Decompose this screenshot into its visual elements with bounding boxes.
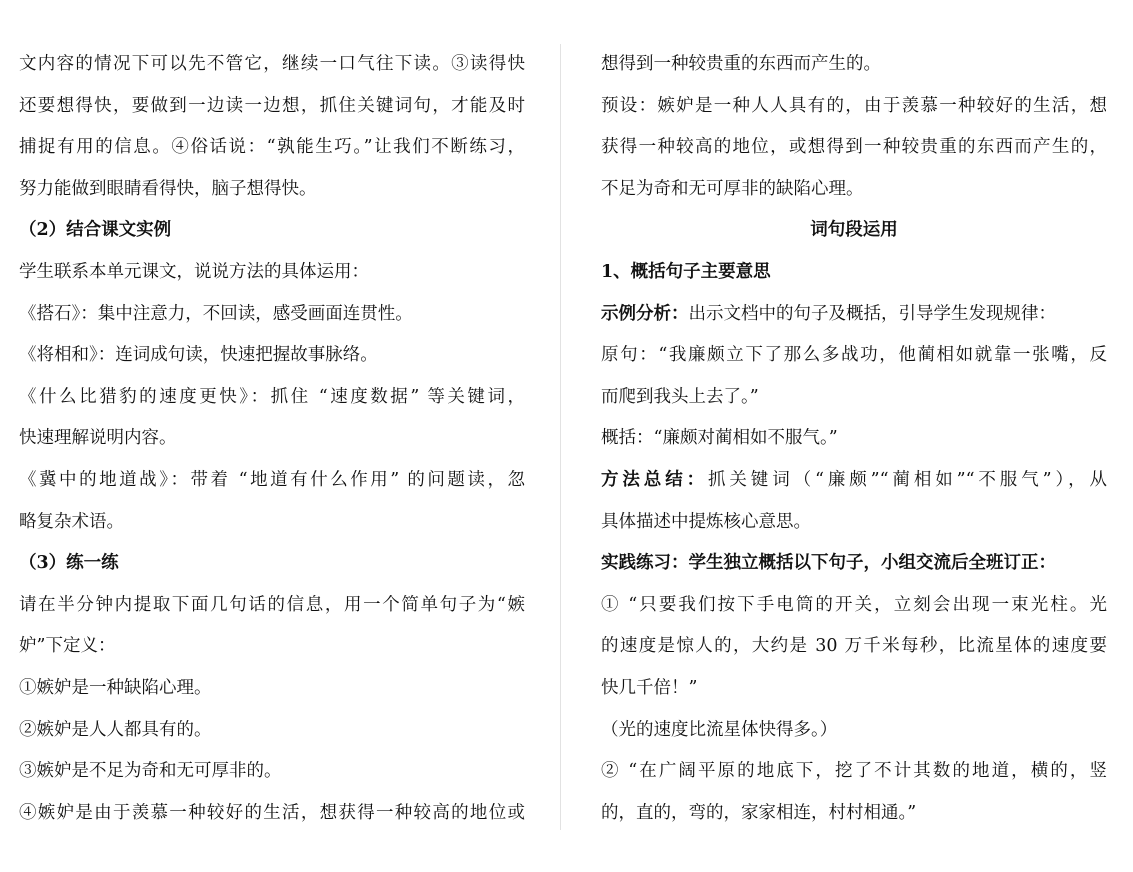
right-column: [601, 44, 1107, 834]
text-line: ④嫉妒是由于羡慕一种较好的生活，想获得一种较高的地位或: [19, 802, 525, 823]
text-line: 的速度是惊人的，大约是 30 万千米每秒，比流星体的速度要: [601, 636, 1107, 657]
text-line: 快速理解说明内容。: [19, 428, 177, 449]
text-line: 具体描述中提炼核心意思。: [601, 511, 811, 532]
text-line: 略复杂术语。: [19, 511, 124, 532]
text-line: 妒”下定义：: [19, 636, 116, 657]
text-line: 的，直的，弯的，家家相连，村村相通。”: [601, 802, 917, 823]
text-line: 《什么比猎豹的速度更快》：抓住 “速度数据” 等关键词，: [19, 386, 525, 407]
text-line: ③嫉妒是不足为奇和无可厚非的。: [19, 761, 282, 782]
text-line: ② “在广阔平原的地底下，挖了不计其数的地道，横的，竖: [601, 761, 1107, 782]
text-line: ① “只要我们按下手电筒的开关，立刻会出现一束光柱。光: [601, 594, 1107, 615]
text-line: 学生联系本单元课文，说说方法的具体运用：: [19, 261, 369, 282]
text-line: 《冀中的地道战》：带着 “地道有什么作用” 的问题读，忽: [19, 469, 525, 490]
text-line: 《搭石》：集中注意力，不回读，感受画面连贯性。: [19, 303, 413, 324]
text-line: （光的速度比流星体快得多。）: [601, 719, 838, 740]
text-line: 还要想得快，要做到一边读一边想，抓住关键词句，才能及时: [19, 95, 525, 116]
text-line: 《将相和》：连词成句读，快速把握故事脉络。: [19, 345, 378, 366]
text-line: 获得一种较高的地位，或想得到一种较贵重的东西而产生的，: [601, 137, 1107, 158]
lead-label: 方法总结：: [601, 469, 708, 490]
text-line: ①嫉妒是一种缺陷心理。: [19, 677, 212, 698]
section-heading: 1、概括句子主要意思: [601, 261, 771, 282]
text-line: 原句：“我廉颇立下了那么多战功，他蔺相如就靠一张嘴，反: [601, 345, 1107, 366]
section-heading: （2）结合课文实例: [19, 220, 172, 241]
line-text: 出示文档中的句子及概括，引导学生发现规律：: [688, 303, 1056, 324]
lead-label: 示例分析：: [601, 303, 689, 324]
text-line: 捕捉有用的信息。④俗话说：“孰能生巧。”让我们不断练习，: [19, 137, 525, 158]
left-column: [19, 44, 525, 834]
text-line: [601, 294, 1107, 336]
text-line: 努力能做到眼睛看得快，脑子想得快。: [19, 178, 317, 199]
text-line: 预设：嫉妒是一种人人具有的，由于羡慕一种较好的生活，想: [601, 95, 1107, 116]
text-line: 文内容的情况下可以先不管它，继续一口气往下读。③读得快: [19, 54, 525, 74]
column-divider: [560, 44, 561, 830]
text-line: 请在半分钟内提取下面几句话的信息，用一个简单句子为“嫉: [19, 594, 525, 615]
section-heading: （3）练一练: [19, 553, 119, 574]
text-line: [601, 460, 1107, 502]
text-line: 不足为奇和无可厚非的缺陷心理。: [601, 178, 864, 199]
text-line: 而爬到我头上去了。”: [601, 386, 759, 407]
section-heading: 实践练习：学生独立概括以下句子，小组交流后全班订正：: [601, 553, 1056, 574]
text-line: 想得到一种较贵重的东西而产生的。: [601, 54, 881, 74]
text-line: 概括：“廉颇对蔺相如不服气。”: [601, 428, 838, 449]
text-line: 快几千倍！”: [601, 677, 698, 698]
text-line: ②嫉妒是人人都具有的。: [19, 719, 212, 740]
section-heading: 词句段运用: [810, 220, 898, 241]
line-text: 抓关键词（“廉颇”“蔺相如”“不服气”），从: [708, 469, 1107, 490]
